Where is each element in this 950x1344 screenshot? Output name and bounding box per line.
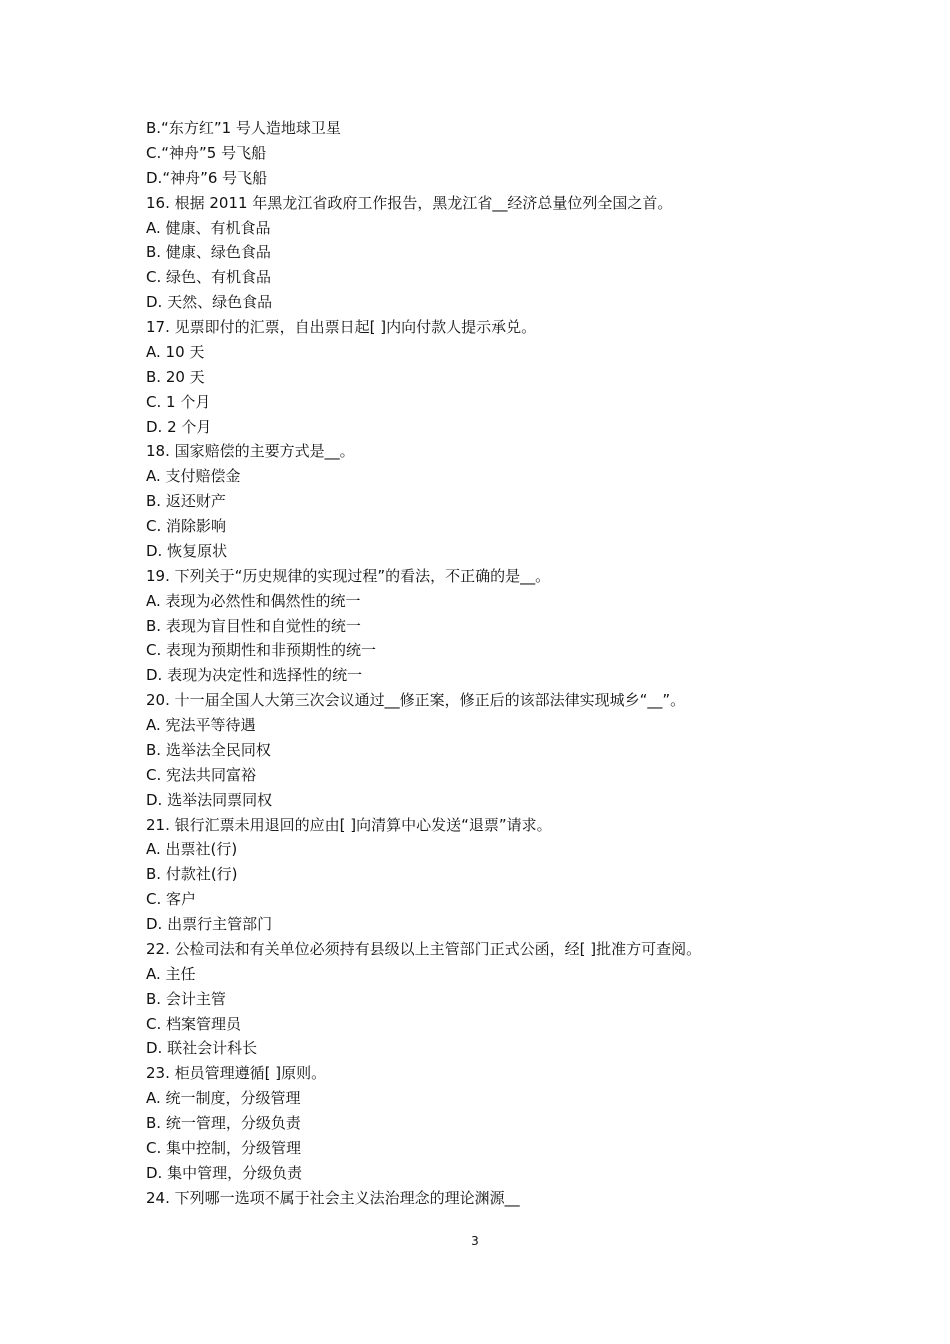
- answer-option: C. 表现为预期性和非预期性的统一: [146, 641, 377, 660]
- question-stem: 23. 柜员管理遵循[ ]原则。: [146, 1064, 327, 1083]
- answer-option: C. 档案管理员: [146, 1014, 242, 1033]
- answer-option: B. 统一管理，分级负责: [146, 1114, 301, 1132]
- question-stem: 16. 根据 2011 年黑龙江省政府工作报告，黑龙江省__经济总量位列全国之首。: [146, 193, 673, 212]
- question-stem: 20. 十一届全国人大第三次会议通过__修正案，修正后的该部法律实现城乡“__”。: [146, 691, 686, 710]
- answer-option: A. 支付赔偿金: [146, 467, 241, 486]
- answer-option: B. 表现为盲目性和自觉性的统一: [146, 616, 361, 635]
- question-stem: 18. 国家赔偿的主要方式是__。: [146, 442, 355, 461]
- answer-option: A. 健康、有机食品: [146, 218, 271, 237]
- answer-option: B. 返还财产: [146, 492, 226, 511]
- answer-option: C. 绿色、有机食品: [146, 268, 272, 287]
- answer-option: C.“神舟”5 号飞船: [146, 143, 267, 162]
- answer-option: D. 联社会计科长: [146, 1039, 258, 1058]
- answer-option: C. 宪法共同富裕: [146, 765, 257, 784]
- answer-option: D. 天然、绿色食品: [146, 293, 273, 312]
- answer-option: B. 会计主管: [146, 989, 226, 1008]
- question-stem: 21. 银行汇票未用退回的应由[ ]向清算中心发送“退票”请求。: [146, 815, 552, 834]
- answer-option: A. 表现为必然性和偶然性的统一: [146, 591, 361, 610]
- question-stem: 22. 公检司法和有关单位必须持有县级以上主管部门正式公函，经[ ]批准方可查阅。: [146, 939, 702, 958]
- answer-option: D. 恢复原状: [146, 541, 228, 560]
- answer-option: D. 2 个月: [146, 417, 212, 436]
- answer-option: C. 消除影响: [146, 517, 227, 535]
- answer-option: B.“东方红”1 号人造地球卫星: [146, 119, 341, 137]
- answer-option: C. 客户: [146, 890, 197, 909]
- question-stem: 24. 下列哪一选项不属于社会主义法治理念的理论渊源__: [146, 1188, 520, 1207]
- answer-option: D. 选举法同票同权: [146, 790, 273, 809]
- answer-option: B. 20 天: [146, 367, 205, 386]
- question-text-block: [146, 116, 846, 1211]
- answer-option: A. 10 天: [146, 342, 205, 361]
- answer-option: B. 选举法全民同权: [146, 740, 271, 759]
- answer-option: B. 健康、绿色食品: [146, 243, 271, 262]
- answer-option: D. 集中管理，分级负责: [146, 1163, 303, 1182]
- answer-option: D. 出票行主管部门: [146, 915, 273, 933]
- answer-option: A. 主任: [146, 964, 196, 983]
- answer-option: B. 付款社(行): [146, 865, 238, 884]
- answer-option: A. 出票社(行): [146, 840, 238, 859]
- answer-option: D. 表现为决定性和选择性的统一: [146, 666, 363, 685]
- answer-option: A. 宪法平等待遇: [146, 716, 256, 734]
- answer-option: A. 统一制度，分级管理: [146, 1089, 301, 1108]
- answer-option: C. 集中控制，分级管理: [146, 1138, 302, 1157]
- question-stem: 17. 见票即付的汇票，自出票日起[ ]内向付款人提示承兑。: [146, 318, 537, 336]
- answer-option: C. 1 个月: [146, 392, 211, 411]
- question-stem: 19. 下列关于“历史规律的实现过程”的看法，不正确的是__。: [146, 566, 551, 585]
- page-number: 3: [471, 1234, 479, 1248]
- answer-option: D.“神舟”6 号飞船: [146, 168, 268, 187]
